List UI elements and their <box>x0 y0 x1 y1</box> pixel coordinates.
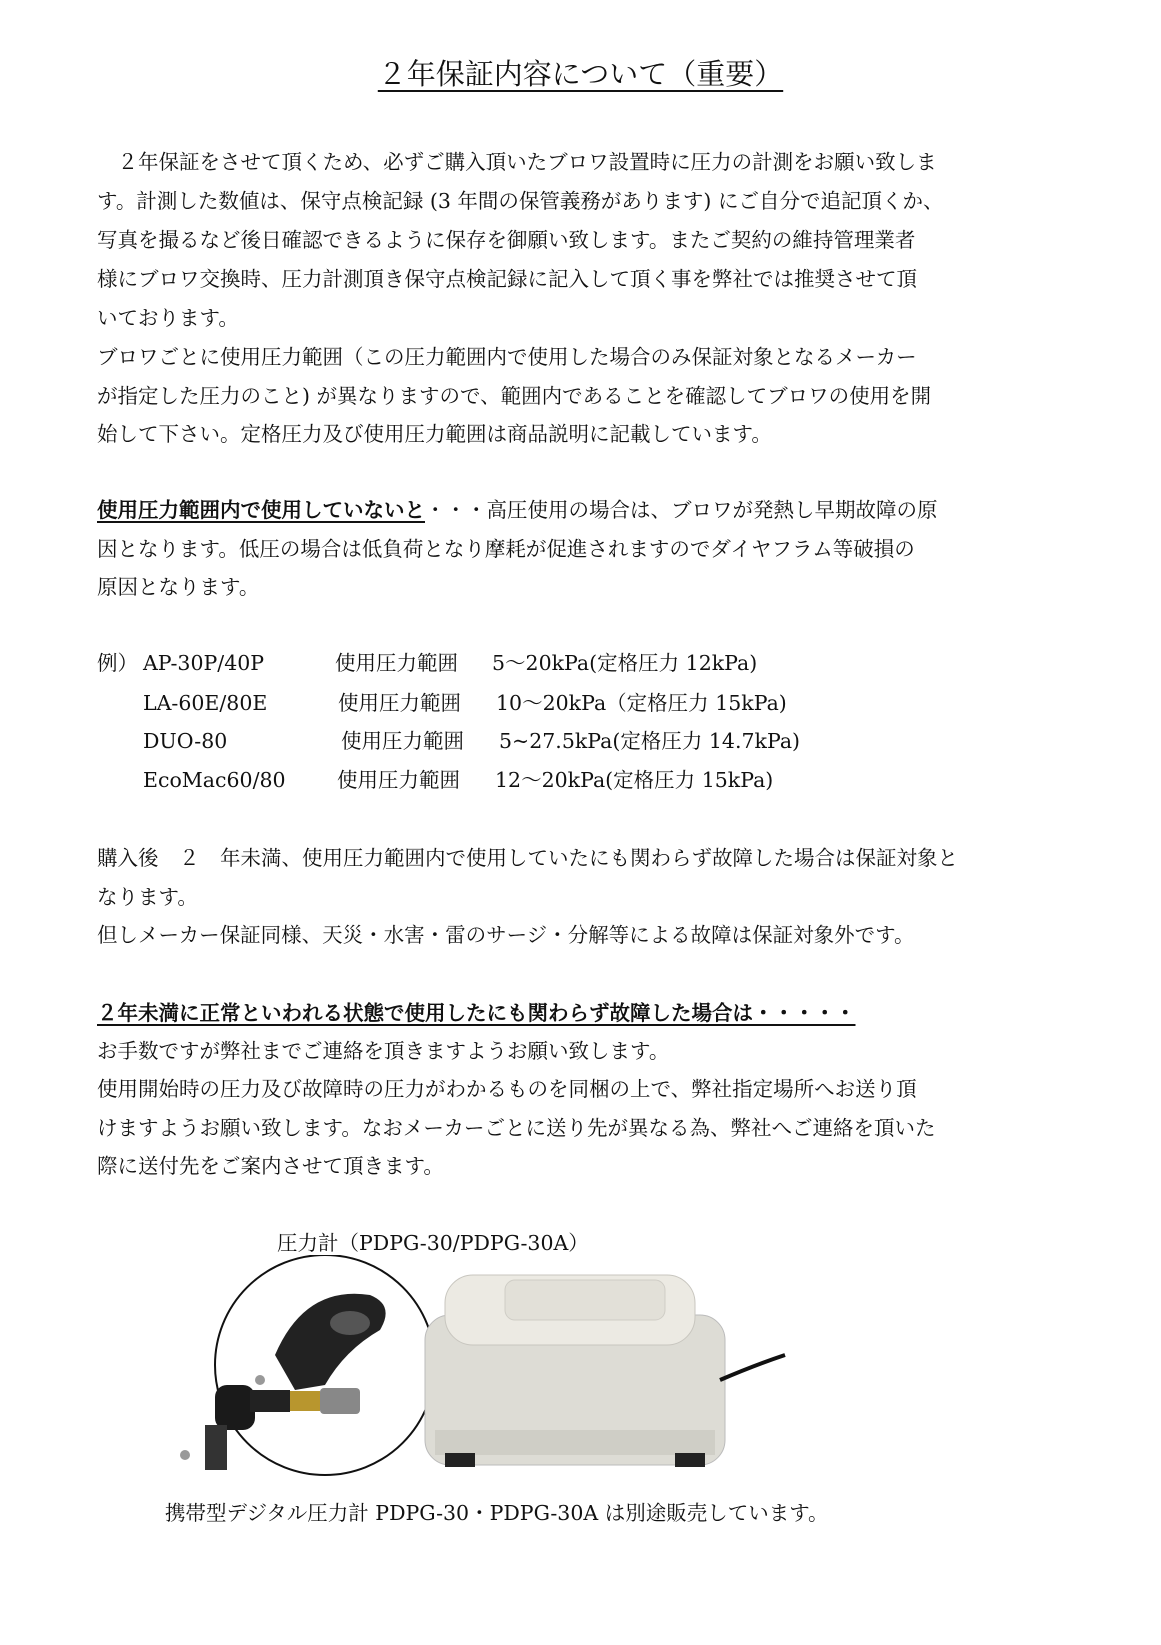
intro-line: 写真を撮るなど後日確認できるように保存を御願い致します。またご契約の維持管理業者 <box>97 228 916 252</box>
intro-line: が指定した圧力のこと) が異なりますので、範囲内であることを確認してブロワの使用を開 <box>97 384 932 408</box>
example-model: EcoMac60/80 <box>143 768 286 792</box>
warning-heading: 使用圧力範囲内で使用していないと <box>97 498 425 522</box>
intro-line: ブロワごとに使用圧力範囲（この圧力範囲内で使用した場合のみ保証対象となるメーカー <box>97 345 917 369</box>
example-range: 5～20kPa(定格圧力 12kPa) <box>492 651 758 675</box>
blower-image <box>425 1275 785 1467</box>
intro-line: す。計測した数値は、保守点検記録 (3 年間の保管義務があります) にご自分で追記頂くか、 <box>97 189 944 213</box>
bottom-caption: 携帯型デジタル圧力計 PDPG-30・PDPG-30A は別途販売しています。 <box>165 1501 829 1525</box>
intro-line: ２年保証をさせて頂くため、必ずご購入頂いたブロワ設置時に圧力の計測をお願い致しま <box>97 150 937 174</box>
example-range: 5~27.5kPa(定格圧力 14.7kPa) <box>499 729 801 753</box>
warning-text: ・・・高圧使用の場合は、ブロワが発熱し早期故障の原 <box>425 498 938 522</box>
intro-line: いております。 <box>97 306 239 330</box>
intro-line: 様にブロワ交換時、圧力計測頂き保守点検記録に記入して頂く事を弊社では推奨させて頂 <box>97 267 917 291</box>
failure-line: お手数ですが弊社までご連絡を頂きますようお願い致します。 <box>97 1039 670 1063</box>
example-model: DUO-80 <box>143 729 228 753</box>
coverage-line: なります。 <box>97 885 198 909</box>
gauge-caption: 圧力計（PDPG-30/PDPG-30A） <box>277 1231 589 1255</box>
warning-line <box>97 498 938 522</box>
coverage-line: 購入後 ２ 年未満、使用圧力範囲内で使用していたにも関わらず故障した場合は保証対象と <box>97 846 958 870</box>
example-label: 使用圧力範囲 <box>337 768 460 792</box>
pressure-gauge-image <box>180 1255 435 1475</box>
example-range: 10～20kPa（定格圧力 15kPa) <box>496 691 787 715</box>
failure-line: 使用開始時の圧力及び故障時の圧力がわかるものを同梱の上で、弊社指定場所へお送り頂 <box>97 1077 917 1101</box>
example-range: 12～20kPa(定格圧力 15kPa) <box>495 768 774 792</box>
page-title <box>0 52 1161 93</box>
failure-line: 際に送付先をご案内させて頂きます。 <box>97 1154 444 1178</box>
coverage-line: 但しメーカー保証同様、天災・水害・雷のサージ・分解等による故障は保証対象外です。 <box>97 923 915 947</box>
warning-line: 因となります。低圧の場合は低負荷となり摩耗が促進されますのでダイヤフラム等破損の <box>97 537 915 561</box>
example-prefix: 例） <box>97 651 138 675</box>
title-text: ２年保証内容について（重要） <box>377 57 784 91</box>
product-photo <box>155 1255 795 1495</box>
warning-line: 原因となります。 <box>97 575 260 599</box>
example-model: AP-30P/40P <box>143 651 265 675</box>
example-label: 使用圧力範囲 <box>341 729 464 753</box>
example-label: 使用圧力範囲 <box>338 691 461 715</box>
example-label: 使用圧力範囲 <box>335 651 458 675</box>
failure-heading: ２年未満に正常といわれる状態で使用したにも関わらず故障した場合は・・・・・ <box>97 1001 856 1025</box>
example-model: LA-60E/80E <box>143 691 268 715</box>
failure-line: けますようお願い致します。なおメーカーごとに送り先が異なる為、弊社へご連絡を頂いた <box>97 1116 936 1140</box>
intro-line: 始して下さい。定格圧力及び使用圧力範囲は商品説明に記載しています。 <box>97 422 772 446</box>
